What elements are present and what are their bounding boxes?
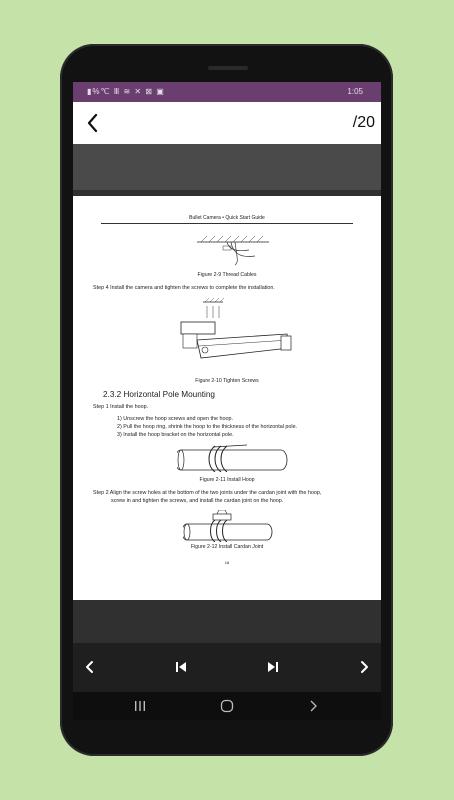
- step-text: Step 1 Install the hoop.: [93, 404, 149, 410]
- page-number: 18: [224, 560, 230, 565]
- first-page-icon[interactable]: [170, 656, 192, 678]
- page-header: Bullet Camera • Quick Start Guide: [101, 215, 353, 224]
- status-bar: [73, 82, 381, 102]
- section-heading: 2.3.2 Horizontal Pole Mounting: [103, 390, 215, 399]
- system-navigation-bar: [73, 692, 381, 720]
- screen: [73, 82, 381, 720]
- thread-cables-figure: [197, 236, 269, 266]
- list-item: 2) Pull the hoop ring, shrink the hoop to the thickness of the horizontal pole.: [117, 424, 298, 430]
- status-icons: ▮%℃ Ⅲ ≋ ✕ ⊠ ▣: [87, 87, 165, 96]
- step-text: Step 4 Install the camera and tighten the screws to complete the installation.: [93, 285, 275, 291]
- install-hoop-figure: [177, 444, 289, 472]
- status-clock: 1:05: [347, 87, 363, 96]
- list-item: 3) Install the hoop bracket on the horizontal pole.: [117, 432, 234, 438]
- figure-caption: Figure 2-12 Install Cardan Joint: [190, 544, 264, 550]
- back-icon[interactable]: [306, 699, 320, 713]
- previous-page-icon[interactable]: [79, 656, 101, 678]
- figure-caption: Figure 2-10 Tighten Screws: [195, 378, 259, 384]
- figure-caption: Figure 2-9 Thread Cables: [197, 272, 257, 278]
- page-navigation-bar: [73, 643, 381, 692]
- app-toolbar: [73, 102, 381, 144]
- pdf-page: [73, 196, 381, 600]
- pdf-viewer[interactable]: [73, 144, 381, 643]
- recent-apps-icon[interactable]: [133, 699, 147, 713]
- speaker-grille: [208, 66, 248, 70]
- back-arrow-icon[interactable]: [81, 110, 107, 136]
- step-text: screw in and tighten the screws, and install the cardan joint on the hoop.: [111, 498, 284, 504]
- figure-caption: Figure 2-11 Install Hoop: [199, 477, 255, 483]
- last-page-icon[interactable]: [262, 656, 284, 678]
- previous-page-edge: [73, 144, 381, 190]
- phone-frame: [60, 44, 393, 756]
- page-counter: /20: [352, 114, 375, 131]
- install-cardan-joint-figure: [183, 510, 273, 542]
- list-item: 1) Unscrew the hoop screws and open the hoop.: [117, 416, 233, 422]
- home-icon[interactable]: [220, 699, 234, 713]
- tighten-screws-figure: [177, 298, 297, 370]
- step-text: Step 2 Align the screw holes at the bottom of the two joints under the cardan joint with the hoop,: [93, 490, 322, 496]
- next-page-icon[interactable]: [353, 656, 375, 678]
